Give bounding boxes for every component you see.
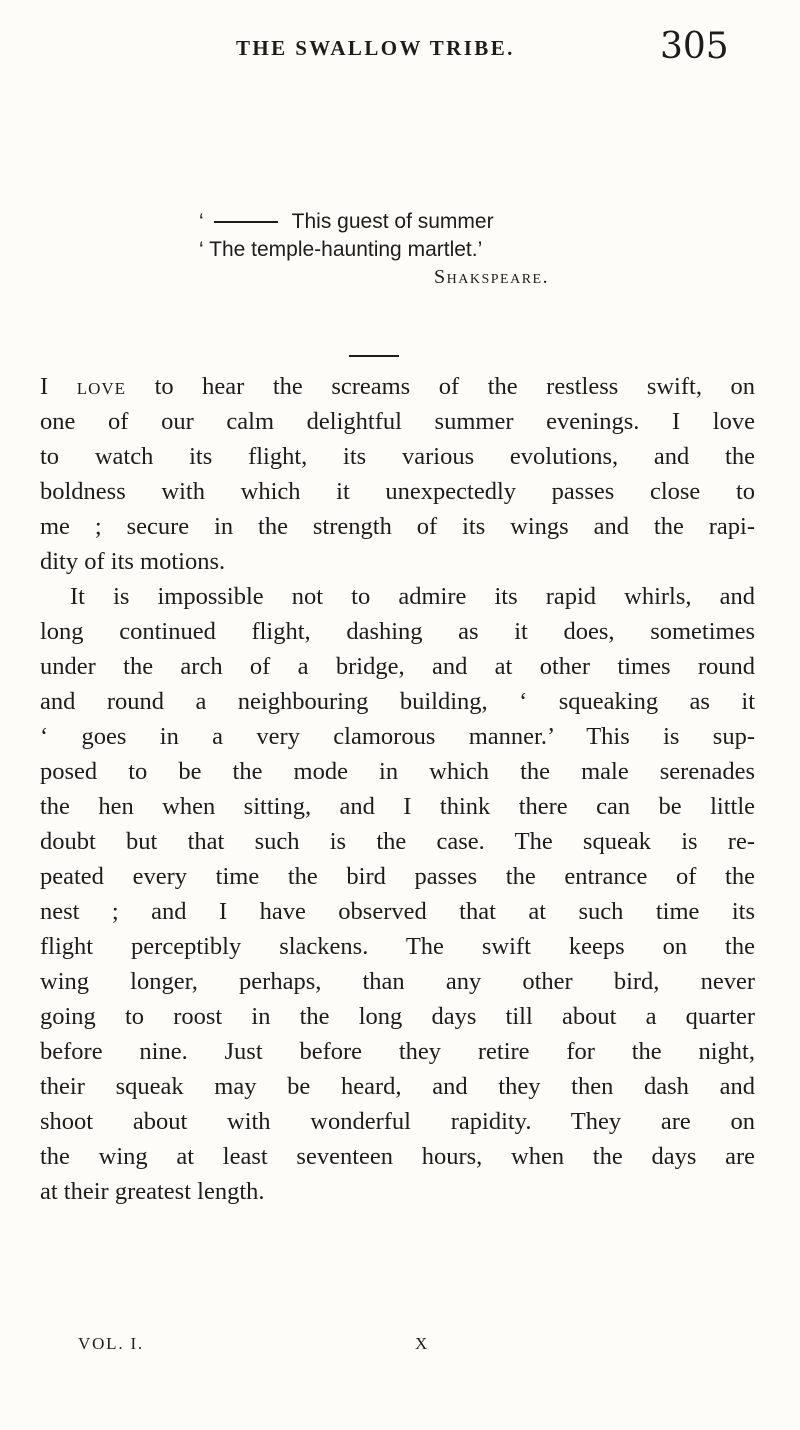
signature-mark: X [415,1334,430,1353]
body-line: flight perceptibly slackens. The swift keeps on the [40,933,755,960]
epigraph-line-2: ‘ The temple-haunting martlet.’ [199,238,483,261]
body-line: and round a neighbouring building, ‘ squeaking as it [40,688,755,715]
body-line: wing longer, perhaps, than any other bird, never [40,968,755,995]
body-line: It is impossible not to admire its rapid whirls, and [70,583,755,610]
body-line: one of our calm delightful summer evenings. I love [40,408,755,435]
body-line: peated every time the bird passes the entrance of the [40,863,755,890]
body-line: dity of its motions. [40,548,226,575]
body-line: to watch its flight, its various evolutions, and the [40,443,755,470]
body-line: under the arch of a bridge, and at other times round [40,653,755,680]
epigraph-line-1 [199,210,494,234]
body-line: nest ; and I have observed that at such time its [40,898,755,925]
body-line: long continued flight, dashing as it does, sometimes [40,618,755,645]
first-word: I [40,373,77,400]
body-line: me ; secure in the strength of its wings and the rapi- [40,513,755,540]
body-line: at their greatest length. [40,1178,265,1205]
body-line: before nine. Just before they retire for the night, [40,1038,755,1065]
body-line: the wing at least seventeen hours, when the days are [40,1143,755,1170]
volume-mark: VOL. I. [78,1334,144,1353]
body-line: ‘ goes in a very clamorous manner.’ This is sup- [40,723,755,750]
page-header [0,22,800,66]
running-title: THE SWALLOW TRIBE. [236,36,515,60]
body-line [40,369,755,404]
page-number: 305 [660,26,729,67]
body-line: boldness with which it unexpectedly passes close to [40,478,755,505]
first-word-small-caps: love [76,373,127,400]
body-line: their squeak may be heard, and they then dash and [40,1073,755,1100]
body-line: going to roost in the long days till about a quarter [40,1003,755,1030]
body-line: posed to be the mode in which the male serenades [40,758,755,785]
epigraph-line-1-text: This guest of summer [291,210,494,233]
epigraph-attribution: Shakspeare. [434,266,550,288]
epigraph-dash [214,221,278,223]
epigraph-open-quote: ‘ [199,210,204,233]
page-footer [0,1334,800,1364]
body-line: the hen when sitting, and I think there can be little [40,793,755,820]
body-line-text: to hear the screams of the restless swift, on [126,373,755,400]
body-line: shoot about with wonderful rapidity. They are on [40,1108,755,1135]
body-line: doubt but that such is the case. The squeak is re- [40,828,755,855]
body-text [40,369,755,1209]
section-divider [349,355,399,357]
